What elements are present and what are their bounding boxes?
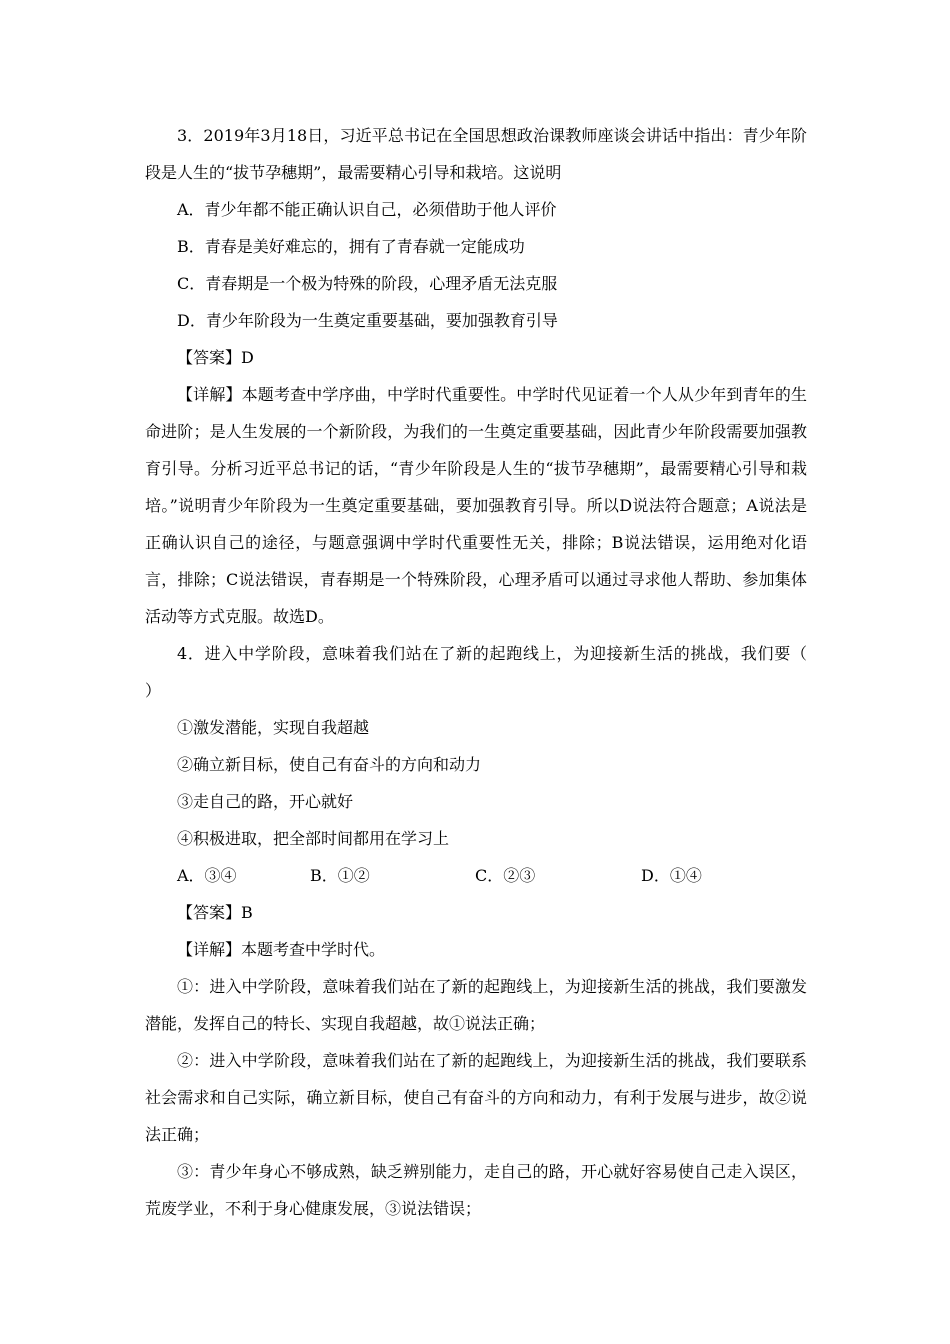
q4-choices: [145, 857, 807, 894]
q3-option-a: A．青少年都不能正确认识自己，必须借助于他人评价: [177, 200, 557, 219]
q4-choice-b: B．①②: [310, 866, 370, 885]
document-body: [145, 117, 840, 1227]
q4-choice-a: A．③④: [177, 866, 237, 885]
q4-detail-point-3: ③：青少年身心不够成熟，缺乏辨别能力，走自己的路，开心就好容易使自己走入误区，荒废学业，不利于身心健康发展，③说法错误；: [145, 1162, 807, 1218]
q4-item-4: ④积极进取，把全部时间都用在学习上: [177, 829, 450, 848]
q4-stem: 4．进入中学阶段，意味着我们站在了新的起跑线上，为迎接新生活的挑战，我们要（ ）: [145, 644, 840, 700]
q3-answer: 【答案】D: [177, 348, 254, 367]
q4-detail-point-1: ①：进入中学阶段，意味着我们站在了新的起跑线上，为迎接新生活的挑战，我们要激发潜能，发挥自己的特长、实现自我超越，故①说法正确；: [145, 977, 807, 1033]
q3-option-d: D．青少年阶段为一生奠定重要基础，要加强教育引导: [177, 311, 558, 330]
q4-item-1: ①激发潜能，实现自我超越: [177, 718, 370, 737]
q3-stem: 3．2019年3月18日，习近平总书记在全国思想政治课教师座谈会讲话中指出：青少年阶段是人生的“拔节孕穗期”，最需要精心引导和栽培。这说明: [145, 126, 807, 182]
q3-detail: 【详解】本题考查中学序曲，中学时代重要性。中学时代见证着一个人从少年到青年的生命进阶；是人生发展的一个新阶段，为我们的一生奠定重要基础，因此青少年阶段需要加强教育引导。分析习近平总书记的话，“青少年阶段是人生的“拔节孕穗期”，最需要精心引导和栽培。”说明青少年阶段为一生奠定重要基础，要加强教育引导。所以D说法符合题意；A说法是正确认识自己的途径，与题意强调中学时代重要性无关，排除；B说法错误，运用绝对化语言，排除；C说法错误，青春期是一个特殊阶段，心理矛盾可以通过寻求他人帮助、参加集体活动等方式克服。故选D。: [145, 385, 807, 626]
q3-option-c: C．青春期是一个极为特殊的阶段，心理矛盾无法克服: [177, 274, 558, 293]
q3-option-b: B．青春是美好难忘的，拥有了青春就一定能成功: [177, 237, 525, 256]
q4-answer: 【答案】B: [177, 903, 253, 922]
q4-choice-d: D．①④: [641, 866, 702, 885]
q4-choice-c: C．②③: [475, 866, 536, 885]
q4-detail-point-2: ②：进入中学阶段，意味着我们站在了新的起跑线上，为迎接新生活的挑战，我们要联系社会需求和自己实际，确立新目标，使自己有奋斗的方向和动力，有利于发展与进步，故②说法正确；: [145, 1051, 807, 1144]
q4-item-3: ③走自己的路，开心就好: [177, 792, 354, 811]
q4-item-2: ②确立新目标，使自己有奋斗的方向和动力: [177, 755, 482, 774]
q4-detail-intro: 【详解】本题考查中学时代。: [177, 940, 386, 959]
